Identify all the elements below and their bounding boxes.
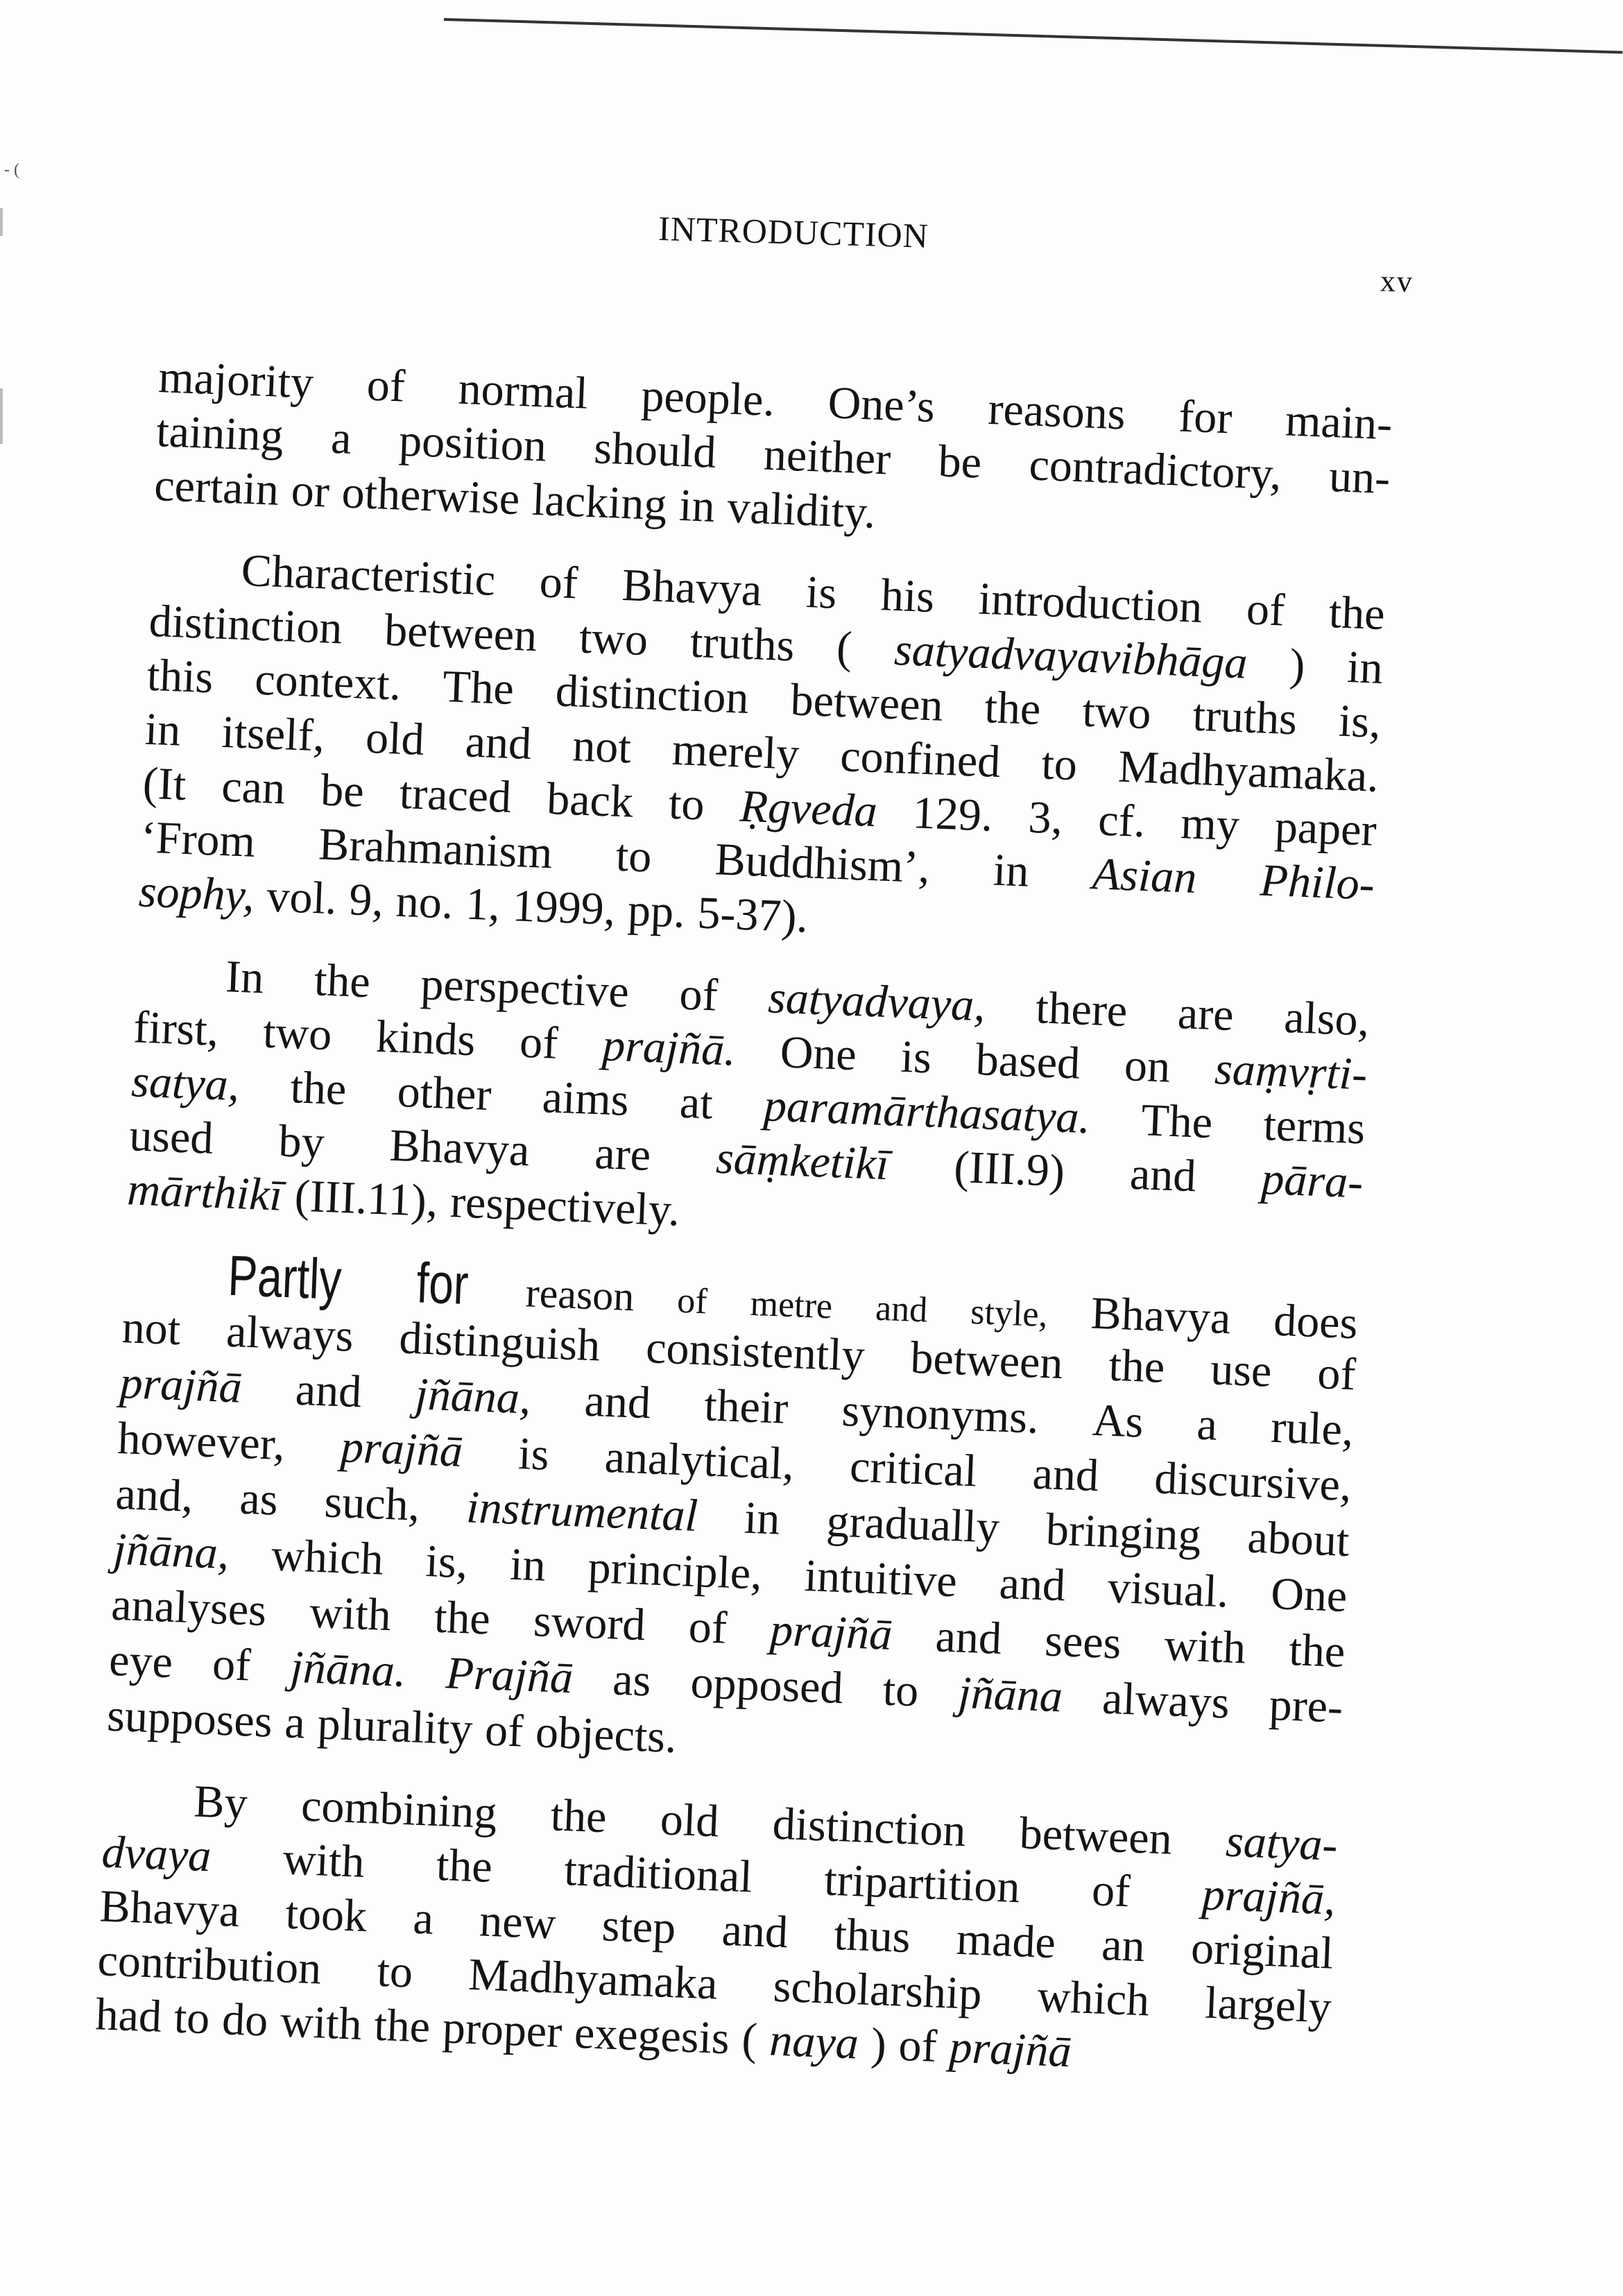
word: paper <box>1273 801 1378 856</box>
body-text <box>94 350 1393 2117</box>
word: satya, <box>130 1056 241 1111</box>
word: Buddhism’, <box>714 834 931 893</box>
word: thus <box>833 1909 911 1963</box>
word: reasons <box>987 383 1126 440</box>
word: in <box>678 479 716 532</box>
word: the <box>549 1790 608 1843</box>
word: for <box>415 1251 470 1317</box>
word: which <box>1036 1971 1151 2026</box>
word: old <box>364 712 426 766</box>
word: Madhyamaka. <box>1117 741 1380 802</box>
word: is <box>805 567 838 619</box>
word: mārthikī <box>126 1164 284 1221</box>
word: ) <box>870 2019 888 2070</box>
word: Partly <box>227 1244 343 1312</box>
word: prajñā. <box>601 1020 737 1076</box>
word: rule, <box>1269 1401 1355 1456</box>
word: and, <box>114 1468 194 1523</box>
word: prajñā <box>339 1421 464 1477</box>
word: (III.11), <box>293 1170 439 1227</box>
word: however, <box>117 1412 286 1471</box>
word: not <box>121 1301 182 1355</box>
word: 1999, <box>511 880 617 935</box>
word: on <box>1123 1040 1171 1093</box>
word: sees <box>1044 1615 1122 1669</box>
word: supposes <box>105 1690 273 1747</box>
word: bringing <box>1045 1504 1202 1561</box>
word: sophy, <box>137 866 256 921</box>
word: such, <box>323 1476 421 1531</box>
word: of <box>898 2019 938 2072</box>
left-edge-mark <box>0 388 3 444</box>
word: jñāna, <box>112 1523 230 1579</box>
word: and <box>998 1557 1067 1611</box>
word: aims <box>541 1072 630 1126</box>
word: the <box>289 1062 347 1115</box>
word: a <box>284 1697 307 1749</box>
word: and <box>875 1288 929 1330</box>
word: a <box>329 412 353 464</box>
word: the <box>373 1999 431 2053</box>
paragraph <box>126 946 1371 1264</box>
word: in <box>992 844 1030 897</box>
word: step <box>601 1900 677 1954</box>
word: truths <box>1192 689 1298 745</box>
word: should <box>593 422 717 478</box>
word: with <box>282 1833 366 1887</box>
word: to <box>615 830 653 882</box>
word: 1, <box>464 878 501 931</box>
word: of <box>538 556 579 609</box>
word: to <box>882 1664 920 1717</box>
word: in <box>144 703 182 756</box>
word: two <box>578 612 649 666</box>
left-edge-mark <box>0 208 3 236</box>
word: By <box>193 1776 249 1829</box>
word: perspective <box>420 959 630 1018</box>
word: contradictory, <box>1028 439 1283 500</box>
word: certain <box>153 459 280 515</box>
word: not <box>572 720 633 773</box>
word: of <box>676 1280 708 1322</box>
word: are <box>594 1127 652 1181</box>
word: ( <box>835 622 853 674</box>
word: and <box>934 1611 1003 1664</box>
word: jñāna. <box>289 1641 407 1697</box>
word: Characteristic <box>240 545 497 606</box>
word: The <box>441 661 515 714</box>
word: intuitive <box>803 1550 959 1607</box>
word: between <box>909 1332 1064 1389</box>
word: which <box>270 1530 385 1585</box>
word: merely <box>671 723 800 780</box>
word: 5-37). <box>696 887 809 943</box>
word: at <box>678 1077 714 1129</box>
word: sword <box>532 1595 646 1651</box>
running-head: INTRODUCTION <box>658 208 929 255</box>
word: by <box>277 1115 326 1168</box>
word: took <box>284 1887 368 1942</box>
word: based <box>974 1034 1081 1089</box>
word: Bhavya <box>621 559 763 616</box>
word: with <box>279 1996 363 2050</box>
word: validity. <box>726 481 877 538</box>
word: exegesis <box>573 2007 731 2064</box>
word: One <box>1270 1568 1348 1622</box>
word: terms <box>1262 1099 1366 1154</box>
word: distinction <box>148 595 343 654</box>
word: un- <box>1328 450 1391 504</box>
word: of <box>1245 583 1286 636</box>
word: Philo- <box>1259 855 1376 910</box>
word: prajñā, <box>1201 1869 1337 1925</box>
word: (It <box>141 757 187 810</box>
word: combining <box>300 1780 498 1839</box>
word: Bhavya <box>1090 1287 1232 1344</box>
word: Brahmanism <box>318 819 553 879</box>
word: a <box>1196 1398 1219 1450</box>
word: do <box>221 1994 269 2046</box>
word: is <box>517 1428 550 1480</box>
word: traditional <box>563 1844 754 1903</box>
word: taining <box>155 405 285 461</box>
word: is, <box>424 1536 469 1588</box>
word: and <box>721 1904 789 1958</box>
word: this <box>146 649 214 703</box>
word: 129. <box>911 787 994 841</box>
word: prajñā <box>119 1357 243 1413</box>
word: Bhavya <box>98 1881 241 1937</box>
word: style, <box>970 1292 1049 1335</box>
word: saṃvṛti- <box>1213 1043 1368 1100</box>
word: pp. <box>626 884 687 938</box>
word: synonyms. <box>841 1385 1040 1443</box>
word: As <box>1091 1394 1144 1448</box>
word: his <box>879 569 936 623</box>
word: does <box>1273 1294 1359 1349</box>
word: used <box>128 1110 214 1164</box>
word: prajñā <box>768 1604 893 1660</box>
word: the <box>1328 587 1386 640</box>
word: eye <box>108 1634 174 1688</box>
word: tripartition <box>823 1854 1021 1913</box>
page-number: xv <box>1380 264 1414 299</box>
word: always <box>225 1305 354 1362</box>
paragraph <box>106 1244 1359 1791</box>
word: as <box>612 1654 652 1706</box>
word: confined <box>839 730 1002 787</box>
word: Asian <box>1091 848 1198 903</box>
word: between <box>789 674 944 731</box>
word: the <box>433 1591 492 1645</box>
word: traced <box>398 767 513 823</box>
word: (III.9) <box>953 1141 1066 1197</box>
word: plurality <box>316 1698 474 1755</box>
word: jñāna <box>957 1667 1064 1722</box>
word: be <box>937 436 983 488</box>
word: with <box>309 1586 393 1641</box>
word: respectively. <box>449 1176 681 1236</box>
word: use <box>1210 1344 1273 1397</box>
word: original <box>1190 1922 1334 1979</box>
word: One <box>779 1027 858 1081</box>
word: position <box>397 415 548 472</box>
word: context. <box>254 653 402 710</box>
word: the <box>984 682 1042 735</box>
word: opposed <box>689 1656 845 1714</box>
word: in <box>743 1492 781 1545</box>
word: lacking <box>531 474 668 531</box>
paragraph <box>138 540 1386 966</box>
word: and <box>1128 1148 1197 1202</box>
word: One’s <box>827 377 936 432</box>
top-rule <box>444 18 1622 53</box>
word: principle, <box>587 1542 764 1600</box>
word: an <box>1101 1919 1147 1972</box>
word: cf. <box>1097 794 1147 848</box>
word: between <box>1018 1808 1174 1865</box>
word: their <box>703 1380 789 1434</box>
word: sāṃketikī <box>714 1132 890 1190</box>
word: proper <box>441 2002 563 2058</box>
word: reason <box>524 1269 635 1320</box>
word: of <box>678 968 719 1021</box>
word: The <box>1140 1095 1214 1149</box>
word: prajñā <box>948 2021 1072 2077</box>
word: instrumental <box>465 1482 699 1541</box>
word: majority <box>157 351 315 409</box>
word: as <box>239 1473 279 1525</box>
word: also, <box>1283 991 1371 1046</box>
word: the <box>1108 1339 1166 1393</box>
word: in <box>1346 642 1384 694</box>
word: in <box>509 1539 547 1591</box>
word: always <box>1101 1672 1230 1729</box>
word: Bhavya <box>388 1120 531 1176</box>
word: itself, <box>221 706 326 762</box>
word: ) <box>1289 639 1306 691</box>
word: visual. <box>1106 1561 1230 1618</box>
word: and <box>583 1375 652 1429</box>
word: to <box>173 1991 211 2044</box>
word: scholarship <box>772 1960 983 2020</box>
word: Ṛgveda <box>739 780 879 837</box>
word: can <box>221 760 286 814</box>
word: kinds <box>375 1011 476 1066</box>
word: consistently <box>645 1322 866 1382</box>
word: of <box>518 1016 559 1069</box>
paragraph <box>94 1771 1339 2089</box>
word: distinction <box>554 665 750 723</box>
word: of <box>366 359 406 412</box>
word: are <box>1176 988 1235 1041</box>
word: Madhyamaka <box>467 1948 719 2010</box>
word: In <box>225 951 265 1004</box>
word: jñāna, <box>414 1369 532 1424</box>
word: there <box>1035 982 1128 1037</box>
word: satyadvayavibhāga <box>893 624 1248 689</box>
word: ( <box>741 2014 759 2065</box>
word: neither <box>762 429 892 485</box>
word: discursive, <box>1153 1453 1352 1511</box>
word: critical <box>848 1441 978 1497</box>
word: two <box>1081 685 1152 739</box>
word: main- <box>1284 395 1393 450</box>
word: and <box>1031 1448 1100 1502</box>
word: old <box>659 1794 720 1847</box>
word: contribution <box>96 1935 323 1994</box>
word: the <box>435 1839 494 1893</box>
word: back <box>546 773 635 828</box>
word: distinction <box>771 1798 967 1857</box>
word: satyadvaya, <box>767 972 987 1031</box>
word: paramārthasatya. <box>762 1080 1092 1144</box>
word: vol. <box>266 871 338 925</box>
word: 9, <box>348 874 385 926</box>
word: analyses <box>110 1579 268 1636</box>
word: of <box>1316 1348 1357 1400</box>
word: objects. <box>534 1706 678 1763</box>
word: is, <box>1337 695 1382 748</box>
word: to <box>376 1945 414 1998</box>
word: truths <box>689 616 796 671</box>
word: distinguish <box>398 1312 601 1371</box>
word: satya- <box>1224 1815 1339 1871</box>
word: and <box>294 1364 363 1418</box>
word: normal <box>457 363 590 419</box>
word: of <box>1090 1865 1131 1917</box>
word: no. <box>395 875 454 929</box>
word: made <box>955 1913 1057 1969</box>
word: pāra- <box>1260 1153 1364 1208</box>
word: be <box>320 764 366 817</box>
word: pre- <box>1268 1679 1344 1733</box>
word: with <box>1163 1620 1247 1674</box>
word: otherwise <box>341 467 521 525</box>
word: gradually <box>825 1496 1001 1553</box>
word: had <box>94 1989 163 2042</box>
word: the <box>313 954 372 1008</box>
word: people. <box>640 370 776 427</box>
word: ‘From <box>139 812 257 867</box>
paragraph <box>153 350 1393 560</box>
word: a <box>412 1892 435 1944</box>
word: of <box>211 1638 252 1691</box>
word: first, <box>132 1002 220 1056</box>
word: metre <box>749 1283 834 1327</box>
word: introduction <box>977 573 1203 633</box>
word: Prajñā <box>445 1647 574 1704</box>
word: dvaya <box>101 1826 212 1882</box>
word: to <box>1040 738 1079 791</box>
word: of <box>687 1601 728 1654</box>
word: 3, <box>1027 791 1064 844</box>
word: my <box>1180 798 1241 851</box>
word: for <box>1178 391 1233 444</box>
word: and <box>464 716 533 769</box>
word: other <box>396 1065 492 1121</box>
word: or <box>290 465 331 517</box>
word: about <box>1246 1511 1350 1567</box>
word: naya <box>768 2014 860 2069</box>
word: largely <box>1204 1977 1332 2033</box>
stray-mark: - ( <box>4 161 19 179</box>
word: new <box>479 1895 557 1949</box>
word: analytical, <box>603 1431 796 1490</box>
word: two <box>261 1006 333 1061</box>
word: to <box>667 778 705 830</box>
word: between <box>384 604 538 662</box>
word: is <box>900 1031 933 1083</box>
word: the <box>1288 1624 1346 1677</box>
word: of <box>483 1704 524 1757</box>
